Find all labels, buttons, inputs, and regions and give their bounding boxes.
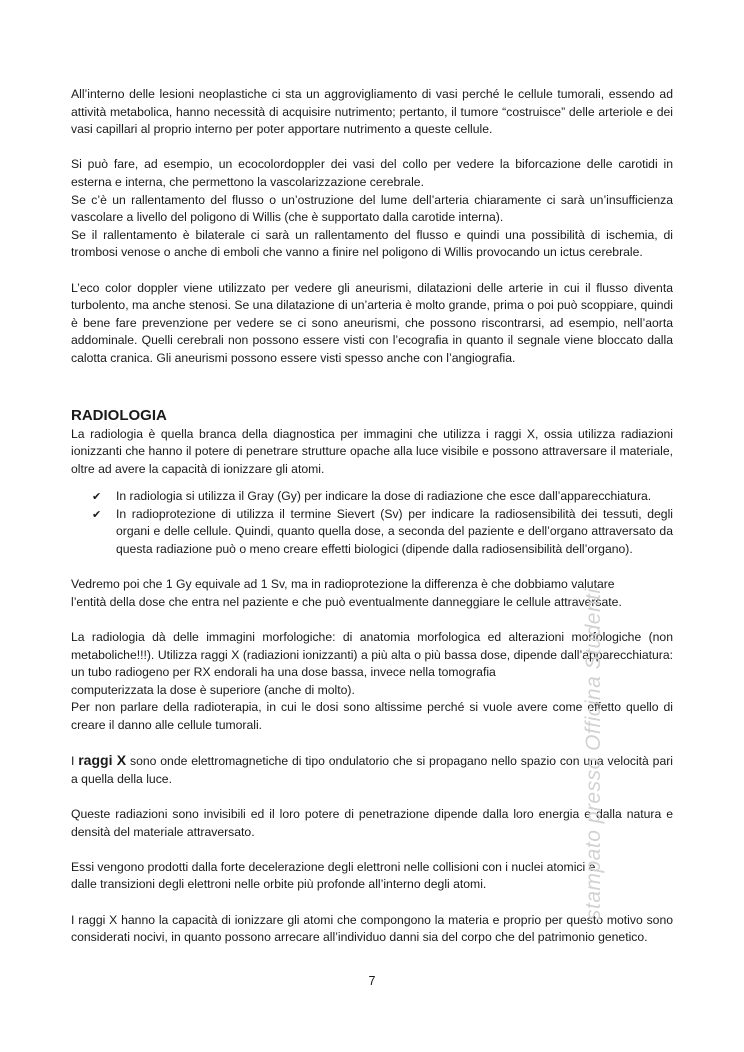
- bullet-item-sievert: [71, 506, 673, 559]
- paragraph-prodotti-line2: dalle transizioni degli elettroni nelle orbite più profonde all’interno degli atomi.: [71, 877, 487, 892]
- raggi-x-prefix: I: [71, 754, 75, 769]
- bullet-list: [71, 488, 673, 558]
- watermark: stampato presso Officina Studenti: [582, 588, 605, 920]
- paragraph-bilaterale: Se il rallentamento è bilaterale ci sarà un rallentamento del flusso e quindi una possibilità di ischemia, di trombosi venose o anche di emboli che vanno a finire nel poligono di Willis provocando un ictus cerebrale.: [71, 227, 673, 260]
- paragraph-invisibili: Queste radiazioni sono invisibili ed il loro potere di penetrazione dipende dalla loro energia e dalla natura e densità del materiale attraversato.: [71, 806, 673, 839]
- paragraph-morfologiche-cont: computerizzata la dose è superiore (anche di molto).: [71, 682, 355, 697]
- bullet-text: In radiologia si utilizza il Gray (Gy) per indicare la dose di radiazione che esce dall’apparecchiatura.: [116, 489, 652, 504]
- paragraph-rallentamento: Se c’è un rallentamento del flusso o un’ostruzione del lume dell’arteria chiaramente ci sarà un’insufficienza vascolare a livello del poligono di Willis (che è supportato dalla carotide interna).: [71, 192, 673, 225]
- paragraph-morfologiche: La radiologia dà delle immagini morfologiche: di anatomia morfologica ed alterazioni morfologiche (non metaboliche!!!). Utilizza raggi X (radiazioni ionizzanti) a più alta o più bassa dose, dipende dall’apparecchiatura: un tubo radiogeno per RX endorali ha una dose bassa, invece nella tomografia: [71, 630, 673, 680]
- paragraph-ionizzare: I raggi X hanno la capacità di ionizzare gli atomi che compongono la materia e proprio per questo motivo sono considerati nocivi, in quanto possono arrecare all’individuo danni sia del corpo che del patrimonio genetico.: [71, 912, 673, 945]
- paragraph-gy-sv-line1: Vedremo poi che 1 Gy equivale ad 1 Sv, ma in radioprotezione la differenza è che dobbiamo valutare: [71, 577, 615, 592]
- paragraph-radiologia-intro: La radiologia è quella branca della diagnostica per immagini che utilizza i raggi X, ossia utilizza radiazioni ionizzanti che hanno il potere di penetrare strutture opache alla luce visibile e possono attraversare il materiale, oltre ad avere la capacità di ionizzare gli atomi.: [71, 426, 673, 476]
- paragraph-ecocolordoppler: Si può fare, ad esempio, un ecocolordoppler dei vasi del collo per vedere la biforcazione delle carotidi in esterna e interna, che permettono la vascolarizzazione cerebrale.: [71, 157, 673, 189]
- paragraph-prodotti-line1: Essi vengono prodotti dalla forte decelerazione degli elettroni nelle collisioni con i nuclei atomici e: [71, 859, 596, 874]
- section-heading: RADIOLOGIA: [71, 406, 167, 424]
- paragraph-gy-sv-line2: l’entità della dose che entra nel paziente e che può eventualmente danneggiare le cellule attraversate.: [71, 594, 622, 609]
- paragraph-aneurismi: L’eco color doppler viene utilizzato per vedere gli aneurismi, dilatazioni delle arterie in cui il flusso diventa turbolento, ma anche stenosi. Se una dilatazione di un’arteria è molto grande, prima o poi può scoppiare, quindi è bene fare prevenzione per vedere se ci sono aneurismi, che possono riscontrarsi, ad esempio, nell’aorta addominale. Quelli cerebrali non possono essere visti con l’ecografia in quanto il segnale viene bloccato dalla calotta cranica. Gli aneurismi possono essere visti spesso anche con l’angiografia.: [71, 280, 673, 365]
- paragraph-neoplastic: All’interno delle lesioni neoplastiche ci sta un aggrovigliamento di vasi perché le cellule tumorali, essendo ad attività metabolica, hanno necessità di acquisire nutrimento; pertanto, il tumore “costruisce” delle arteriole e dei vasi capillari al proprio interno per poter apportare nutrimento a queste cellule.: [71, 87, 673, 137]
- checkmark-icon: ✔: [92, 507, 102, 521]
- checkmark-icon: ✔: [92, 490, 102, 504]
- page-number: 7: [368, 974, 376, 988]
- raggi-x-rest: sono onde elettromagnetiche di tipo ondulatorio che si propagano nello spazio con una velocità pari a quella della luce.: [71, 754, 673, 786]
- raggi-x-bold: raggi X: [78, 752, 127, 769]
- paragraph-radioterapia: Per non parlare della radioterapia, in cui le dosi sono altissime perché si vuole avere come effetto quello di creare il danno alle cellule tumorali.: [71, 700, 673, 732]
- bullet-item-gray: [71, 488, 673, 506]
- bullet-text: In radioprotezione di utilizza il termine Sievert (Sv) per indicare la radiosensibilità dei tessuti, degli organi e delle cellule. Quindi, quanto quella dose, a seconda del paziente e dell’organo attraversato da questa radiazione può o meno creare effetti biologici (dipende dalla radiosensibilità dell’organo).: [116, 506, 673, 557]
